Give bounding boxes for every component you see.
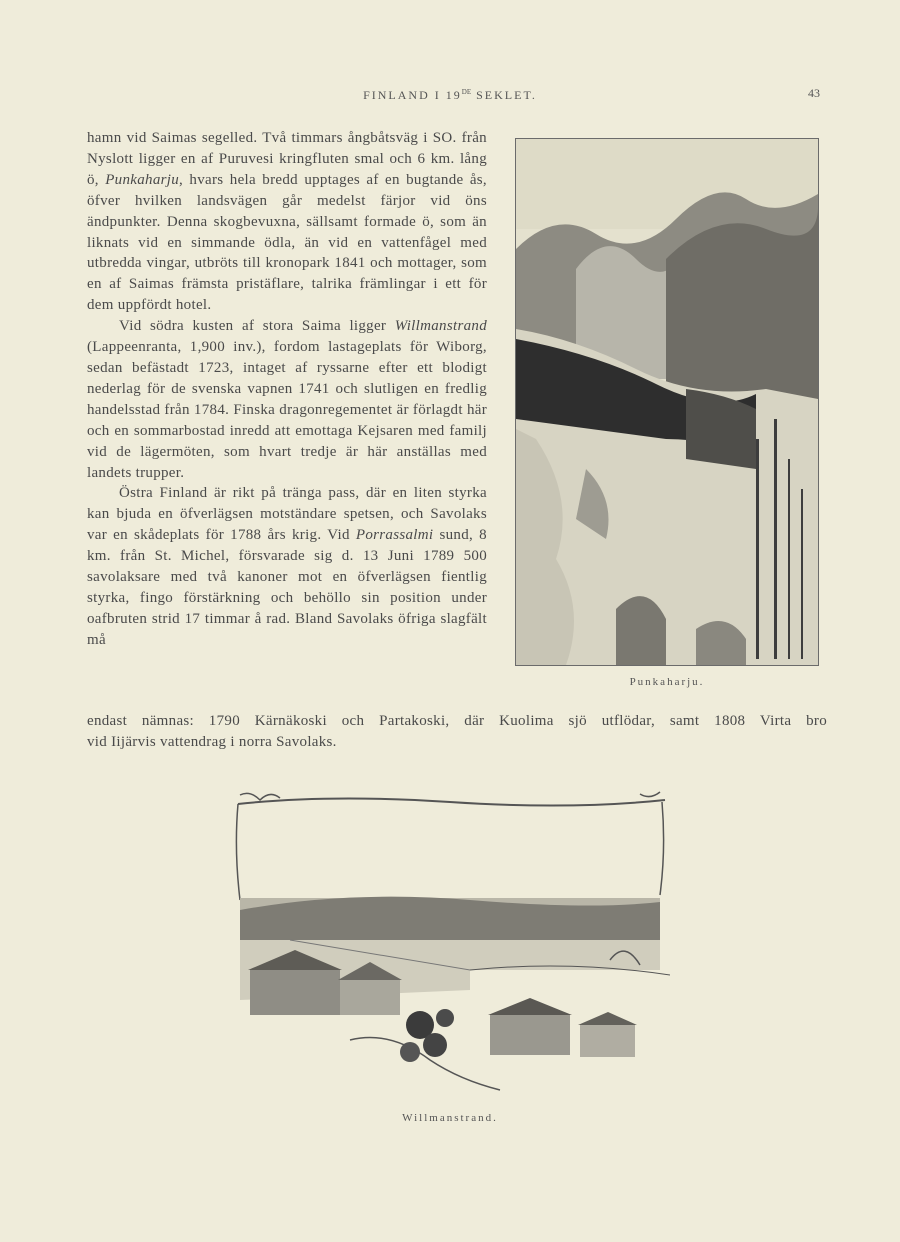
paragraph-3: Östra Finland är rikt på tränga pass, där en liten styrka kan bjuda en öfverlägsen motständare spetsen, och Savolaks var en skådeplats för 1788 års krig. Vid Porrassalmi sund, 8 km. från St. Michel, försvarade sig d. 13 Juni 1789 500 savolaksare med två kanoner mot en öfverlägsen fientlig styrka, fingo förstärkning och behöllo sin position under oafbruten strid 17 timmar å rad. Bland Savolaks öfriga slagfält må (87, 485, 487, 648)
running-head: FINLAND I 19DE SEKLET. (363, 88, 537, 102)
paragraph-1: hamn vid Saimas segelled. Två timmars ångbåtsväg i SO. från Nyslott ligger en af Puruvesi kringfluten smal och 6 km. lång ö, Punkaharju, hvars hela bredd upptages af en bugtande ås, öfver hvilken landsvägen går medelst färjor vid öns ändpunkter. Denna skogbevuxna, sällsamt formade ö, som än liknats vid en simmande ödla, än vid en vattenfågel med utbredda vingar, utbröts till kronopark 1841 och mottager, som en af Saimas främsta pristäflare, talrika främlingar i ett för dem uppfördt hotel. (87, 130, 487, 314)
paragraph-2: Vid södra kusten af stora Saima ligger Willmanstrand (Lappeenranta, 1,900 inv.), fordom lastageplats för Wiborg, sedan befästadt 1723, intaget af ryssarne efter ett blodigt nederlag för de svenska vapnen 1741 och slutligen en fredlig handelsstad från 1784. Finska dragonregementet är förlagdt här och en sommarbostad inredd att emottaga Kejsaren med familj vid de lägermöten, som hvart tredje är här anställas med landets trupper. (87, 318, 487, 481)
willmanstrand-illustration (230, 790, 670, 1095)
full-width-text (87, 711, 827, 753)
wide-line-2: vid Iijärvis vattendrag i norra Savolaks. (87, 734, 337, 750)
page-number: 43 (808, 86, 820, 100)
caption-punkaharju: Punkaharju. (629, 676, 705, 688)
wide-line-1: endast nämnas: 1790 Kärnäkoski och Partakoski, där Kuolima sjö utflödar, samt 1808 Virta bro (87, 713, 827, 729)
caption-willmanstrand: Willmanstrand. (402, 1112, 498, 1124)
body-column (87, 128, 487, 651)
punkaharju-illustration (515, 138, 819, 666)
